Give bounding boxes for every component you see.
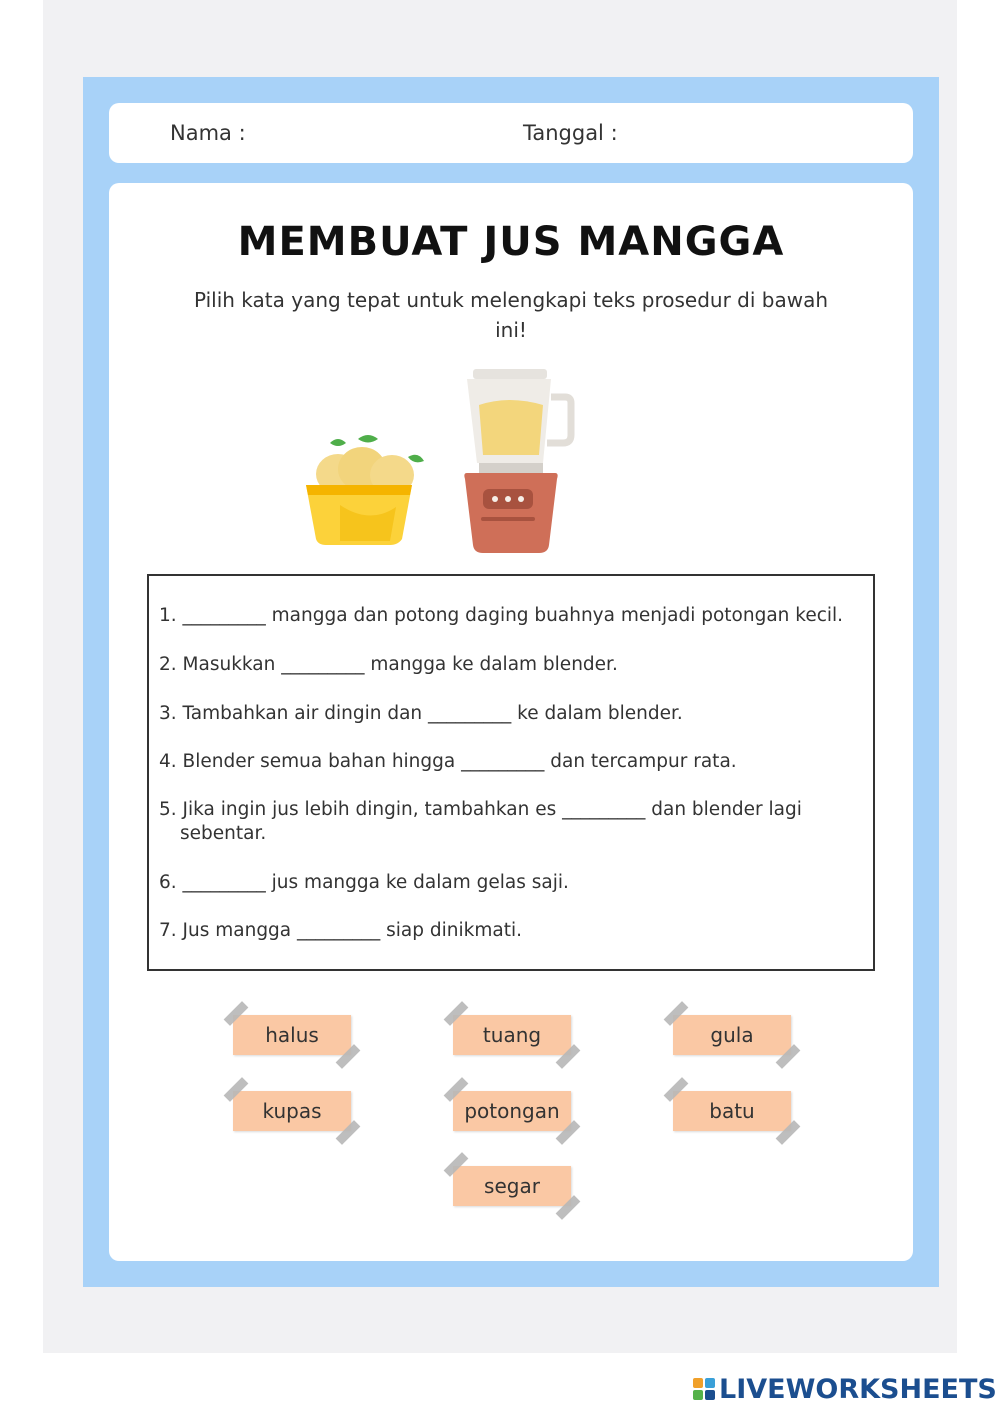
mango-bowl-icon — [300, 429, 440, 549]
liveworksheets-logo[interactable] — [693, 1374, 997, 1404]
tape-decoration — [224, 1077, 249, 1102]
word-option-label: segar — [484, 1174, 540, 1198]
word-option-label: batu — [709, 1099, 755, 1123]
word-option-gula[interactable] — [673, 1015, 791, 1055]
question-text: 3. Tambahkan air dingin dan _________ ke dalam blender. — [159, 703, 683, 724]
word-option-tuang[interactable] — [453, 1015, 571, 1055]
tape-decoration — [664, 1077, 689, 1102]
name-label: Nama : — [170, 121, 246, 145]
question-box — [147, 574, 875, 971]
question-3 — [159, 702, 683, 726]
tape-decoration — [336, 1120, 361, 1145]
tape-decoration — [664, 1001, 689, 1026]
liveworksheets-logo-icon — [693, 1378, 715, 1400]
question-text: 2. Masukkan _________ mangga ke dalam blender. — [159, 654, 618, 675]
tape-decoration — [776, 1120, 801, 1145]
question-7 — [159, 919, 522, 943]
word-option-label: potongan — [464, 1099, 560, 1123]
worksheet-title: MEMBUAT JUS MANGGA — [237, 219, 785, 265]
tape-decoration — [224, 1001, 249, 1026]
word-option-label: kupas — [262, 1099, 322, 1123]
question-text: 6. _________ jus mangga ke dalam gelas saji. — [159, 872, 569, 893]
tape-decoration — [444, 1001, 469, 1026]
tape-decoration — [556, 1120, 581, 1145]
question-6 — [159, 871, 569, 895]
word-option-kupas[interactable] — [233, 1091, 351, 1131]
word-option-label: gula — [710, 1023, 754, 1047]
question-1 — [159, 604, 843, 628]
question-text-continued: sebentar. — [180, 823, 267, 844]
worksheet-card — [109, 183, 913, 1261]
tape-decoration — [556, 1195, 581, 1220]
word-option-batu[interactable] — [673, 1091, 791, 1131]
worksheet-instruction: Pilih kata yang tepat untuk melengkapi teks prosedur di bawah ini! — [193, 288, 829, 342]
tape-decoration — [776, 1044, 801, 1069]
question-2 — [159, 653, 618, 677]
word-option-label: halus — [265, 1023, 319, 1047]
tape-decoration — [444, 1152, 469, 1177]
word-option-segar[interactable] — [453, 1166, 571, 1206]
logo-text: LIVEWORKSHEETS — [719, 1373, 997, 1405]
question-text: 4. Blender semua bahan hingga _________ dan tercampur rata. — [159, 751, 737, 772]
question-4 — [159, 750, 737, 774]
date-label: Tanggal : — [523, 121, 618, 145]
tape-decoration — [556, 1044, 581, 1069]
question-5 — [159, 798, 802, 846]
word-option-halus[interactable] — [233, 1015, 351, 1055]
question-text: 7. Jus mangga _________ siap dinikmati. — [159, 920, 522, 941]
question-text: 1. _________ mangga dan potong daging buahnya menjadi potongan kecil. — [159, 605, 844, 626]
question-text: 5. Jika ingin jus lebih dingin, tambahkan es _________ dan blender lagi — [159, 799, 802, 820]
header-card — [109, 103, 913, 163]
word-option-label: tuang — [482, 1023, 542, 1047]
word-option-potongan[interactable] — [453, 1091, 571, 1131]
blender-icon — [453, 363, 583, 563]
tape-decoration — [336, 1044, 361, 1069]
